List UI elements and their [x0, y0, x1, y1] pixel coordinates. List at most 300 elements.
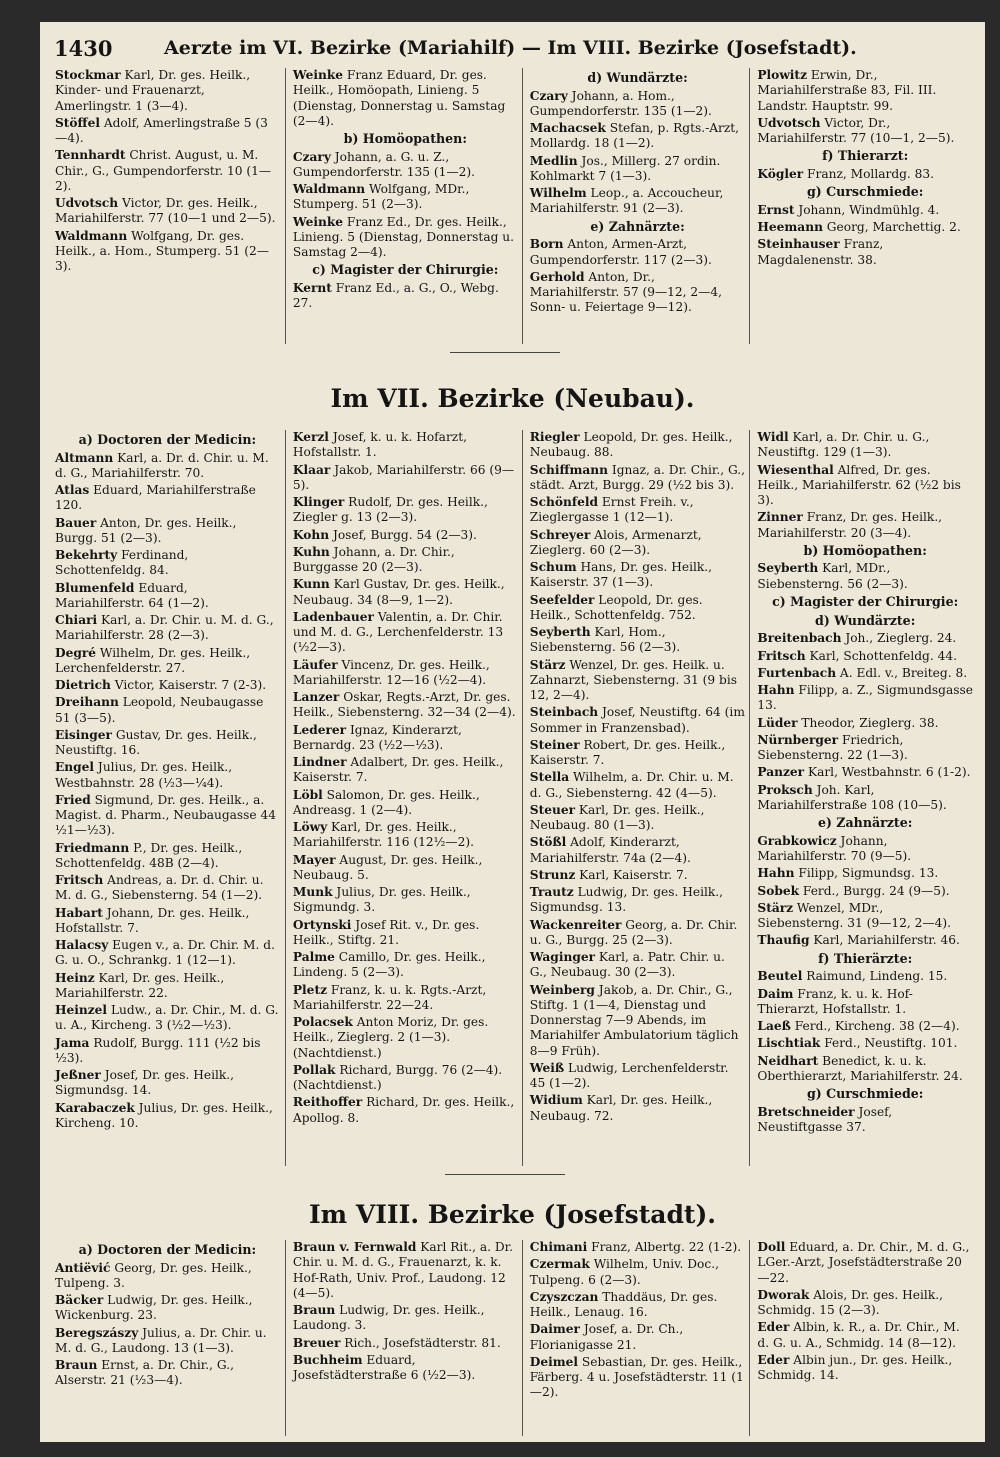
entry-details: Hans, Dr. ges. Heilk., Kaiserstr. 37 (1—3).	[529, 560, 713, 590]
entry-details: Franz, Albertg. 22 (1-2).	[587, 1240, 742, 1254]
category-subheading: d) Wundärzte:	[587, 70, 688, 85]
entry-details: Sigmund, Dr. ges. Heilk., a. Magist. d. Pharm., Neubaugasse 44 ½1—½3).	[55, 792, 277, 838]
entry-surname: Kerzl	[292, 430, 329, 444]
directory-entry	[55, 196, 280, 227]
entry-details: Ferd., Kircheng. 38 (2—4).	[790, 1019, 960, 1034]
entry-surname: Weinke	[292, 68, 344, 82]
category-subheading: c) Magister der Chirurgie:	[772, 593, 959, 609]
directory-entry	[293, 528, 518, 543]
entry-surname: Eisinger	[55, 727, 112, 742]
directory-entry	[530, 463, 746, 494]
entry-details: Franz, Magdalenenstr. 38.	[757, 237, 884, 267]
section-vi-continuation	[48, 68, 977, 344]
entry-details: Karl, Dr. ges. Heilk., Kinder- und Frauenarzt, Amerlingstr. 1 (3—4).	[55, 68, 251, 113]
entry-surname: Weinberg	[529, 982, 595, 997]
entry-details: Thaddäus, Dr. ges. Heilk., Lenaug. 16.	[529, 1289, 718, 1319]
entry-details: Albin jun., Dr. ges. Heilk., Schmidg. 14.	[757, 1352, 953, 1382]
entry-details: Eduard, a. Dr. Chir., M. d. G., LGer.-Arzt, Josefstädterstraße 20—22.	[757, 1240, 970, 1285]
entry-surname: Eder	[757, 1352, 790, 1367]
entry-details: Leopold, Dr. ges. Heilk., Schottenfeldg. 752.	[529, 592, 703, 622]
entry-details: Adalbert, Dr. ges. Heilk., Kaiserstr. 7.	[292, 755, 504, 785]
entry-surname: Dworak	[757, 1287, 810, 1302]
entry-details: Ludwig, Dr. ges. Heilk., Sigmundsg. 13.	[529, 885, 723, 915]
directory-entry	[293, 723, 518, 754]
entry-details: Rudolf, Burgg. 111 (½2 bis ½3).	[55, 1035, 261, 1065]
entry-details: Wolfgang, Dr. ges. Heilk., a. Hom., Stumperg. 51 (2—3).	[55, 228, 269, 273]
entry-surname: Weiß	[529, 1060, 565, 1075]
entry-surname: Breitenbach	[757, 631, 842, 646]
entry-details: Ernst, a. Dr. Chir., G., Alserstr. 21 (½3—4).	[55, 1358, 234, 1388]
directory-entry	[530, 528, 746, 559]
entry-details: Ignaz, Kinderarzt, Bernardg. 23 (½2—½3).	[292, 722, 462, 752]
entry-details: Karl, Dr. ges. Heilk., Mariahilferstr. 116 (12½—2).	[292, 820, 474, 850]
directory-entry	[55, 695, 280, 726]
entry-details: Josef, Burgg. 54 (2—3).	[329, 527, 477, 542]
directory-column	[48, 68, 285, 344]
entry-details: Eduard, Mariahilferstraße 120.	[55, 483, 256, 513]
directory-entry	[55, 116, 280, 147]
directory-entry	[757, 649, 973, 664]
directory-entry	[55, 483, 280, 514]
directory-entry	[530, 1257, 746, 1288]
entry-details: Anton, Armen-Arzt, Gumpendorferstr. 117 (2—3).	[529, 237, 712, 267]
entry-details: Adolf, Amerlingstraße 5 (3—4).	[55, 115, 268, 145]
entry-details: Josef, Dr. ges. Heilk., Sigmundsg. 14.	[55, 1068, 235, 1098]
entry-surname: Laeß	[757, 1019, 791, 1034]
directory-entry	[293, 430, 518, 461]
entry-details: Karl, Dr. ges. Heilk., Mariahilferstr. 22.	[55, 970, 225, 1000]
entry-surname: Breuer	[292, 1335, 341, 1350]
entry-surname: Bretschneider	[757, 1104, 855, 1119]
directory-entry	[293, 68, 518, 129]
category-subheading: f) Thierarzt:	[822, 148, 909, 164]
entry-details: Ferd., Neustiftg. 101.	[820, 1036, 958, 1051]
entry-details: Richard, Burgg. 76 (2—4). (Nachtdienst.)	[292, 1062, 503, 1092]
directory-column	[285, 1240, 523, 1436]
directory-entry	[55, 613, 280, 644]
entry-details: Ludwig, Dr. ges. Heilk., Laudong. 3.	[292, 1303, 485, 1333]
entry-surname: Halacsy	[55, 938, 109, 953]
directory-entry	[757, 733, 973, 764]
entry-surname: Steuer	[529, 802, 576, 817]
directory-entry	[293, 1336, 518, 1351]
entry-surname: Doll	[757, 1240, 786, 1254]
entry-surname: Löwy	[292, 820, 328, 834]
entry-surname: Deimel	[529, 1354, 579, 1369]
entry-surname: Wiesenthal	[757, 462, 834, 477]
entry-details: Erwin, Dr., Mariahilferstraße 83, Fil. III. Landstr. Hauptstr. 99.	[757, 68, 937, 113]
entry-surname: Bäcker	[55, 1293, 104, 1308]
entry-details: Gustav, Dr. ges. Heilk., Neustiftg. 16.	[55, 727, 257, 758]
directory-entry	[293, 281, 518, 312]
entry-surname: Czermak	[529, 1257, 590, 1272]
directory-entry	[293, 1015, 518, 1061]
entry-surname: Plowitz	[757, 68, 807, 82]
directory-entry	[530, 186, 746, 217]
entry-surname: Eder	[757, 1320, 790, 1335]
directory-entry	[55, 1068, 280, 1099]
entry-surname: Strunz	[529, 867, 576, 882]
entry-surname: Ortynski	[292, 917, 352, 932]
entry-surname: Grabkowicz	[757, 833, 837, 848]
entry-details: Salomon, Dr. ges. Heilk., Andreasg. 1 (2—4).	[292, 787, 480, 817]
directory-entry	[55, 581, 280, 612]
directory-entry	[55, 938, 280, 969]
entry-details: Wilhelm, Univ. Doc., Tulpeng. 6 (2—3).	[529, 1257, 719, 1287]
directory-entry	[55, 728, 280, 759]
entry-surname: Czary	[529, 88, 568, 103]
directory-entry	[530, 593, 746, 624]
entry-details: Karl Rit., a. Dr. Chir. u. M. d. G., Frauenarzt, k. k. Hof-Rath, Univ. Prof., Laudong. 12 (4—5).	[292, 1240, 513, 1300]
directory-entry	[757, 987, 973, 1018]
section-viii-heading: Im VIII. Bezirke (Josefstadt).	[308, 1200, 717, 1229]
entry-surname: Neidhart	[757, 1053, 819, 1068]
entry-details: Alfred, Dr. ges. Heilk., Mariahilferstr. 62 (½2 bis 3).	[757, 462, 961, 507]
entry-surname: Chiari	[55, 613, 98, 628]
entry-details: Wenzel, Dr. ges. Heilk. u. Zahnarzt, Siebensterng. 31 (9 bis 12, 2—4).	[529, 657, 738, 702]
entry-surname: Udvotsch	[55, 196, 119, 210]
directory-entry	[55, 678, 280, 693]
directory-entry	[55, 1293, 280, 1324]
entry-details: Jakob, Mariahilferstr. 66 (9—5).	[292, 462, 515, 492]
entry-surname: Dietrich	[55, 678, 111, 693]
entry-details: Johann, a. Dr. Chir., Burggasse 20 (2—3).	[292, 544, 455, 574]
directory-entry	[757, 220, 973, 235]
entry-details: Leopold, Neubaugasse 51 (3—5).	[55, 695, 264, 725]
section-vii-heading: Im VII. Bezirke (Neubau).	[330, 384, 695, 413]
entry-surname: Wackenreiter	[529, 917, 622, 932]
entry-surname: Czary	[292, 149, 331, 164]
directory-entry	[757, 167, 973, 182]
directory-entry	[530, 270, 746, 316]
directory-entry	[293, 1095, 518, 1126]
entry-surname: Habart	[55, 905, 103, 920]
entry-surname: Ernst	[757, 202, 795, 217]
directory-entry	[530, 918, 746, 949]
entry-surname: Karabaczek	[55, 1100, 135, 1115]
entry-details: Ignaz, a. Dr. Chir., G., städt. Arzt, Burgg. 29 (½2 bis 3).	[529, 462, 746, 492]
directory-entry	[757, 666, 973, 681]
entry-surname: Kögler	[757, 166, 804, 181]
page-number: 1430	[54, 36, 113, 61]
entry-details: Georg, Marchettig. 2.	[822, 220, 961, 235]
entry-details: Karl, a. Dr. d. Chir. u. M. d. G., Mariahilferstr. 70.	[55, 450, 269, 480]
directory-entry	[530, 154, 746, 185]
entry-details: Joh., Zieglerg. 24.	[841, 631, 957, 646]
entry-surname: Kunn	[292, 577, 330, 592]
directory-column	[749, 68, 978, 344]
directory-entry	[530, 658, 746, 704]
entry-details: Valentin, a. Dr. Chir. und M. d. G., Lerchenfelderstr. 13 (½2—3).	[292, 609, 504, 655]
entry-surname: Heinzel	[55, 1003, 108, 1018]
entry-details: Georg, a. Dr. Chir. u. G., Burgg. 25 (2—3).	[529, 917, 738, 947]
directory-entry	[293, 658, 518, 689]
entry-details: Anton, Dr., Mariahilferstr. 57 (9—12, 2—4, Sonn- u. Feiertage 9—12).	[529, 269, 723, 315]
directory-entry	[530, 1093, 746, 1124]
entry-details: Karl Gustav, Dr. ges. Heilk., Neubaug. 34 (8—9, 1—2).	[292, 577, 505, 607]
entry-details: Christ. August, u. M. Chir., G., Gumpendorferstr. 10 (1—2).	[55, 148, 272, 193]
directory-entry	[757, 933, 973, 948]
entry-surname: Antiëvić	[55, 1260, 111, 1275]
directory-entry	[530, 237, 746, 268]
directory-entry	[55, 873, 280, 904]
directory-column	[48, 1240, 285, 1436]
directory-entry	[293, 610, 518, 656]
category-subheading: b) Homöopathen:	[803, 542, 927, 558]
entry-details: Josef, a. Dr. Ch., Florianigasse 21.	[529, 1322, 684, 1352]
directory-entry	[55, 1003, 280, 1034]
entry-surname: Klinger	[292, 495, 345, 509]
directory-entry	[55, 1261, 280, 1292]
entry-surname: Nürnberger	[757, 732, 839, 747]
entry-details: Ferdinand, Schottenfeldg. 84.	[55, 548, 189, 578]
directory-entry	[757, 1054, 973, 1085]
category-subheading: c) Magister der Chirurgie:	[312, 262, 499, 278]
entry-details: Johann, Windmühlg. 4.	[794, 202, 940, 217]
entry-surname: Schönfeld	[529, 495, 599, 509]
section-vii-columns	[48, 430, 977, 1166]
entry-details: Anton, Dr. ges. Heilk., Burgg. 51 (2—3).	[55, 515, 237, 545]
directory-entry	[293, 1240, 518, 1301]
directory-column	[285, 68, 523, 344]
entry-surname: Widium	[529, 1093, 583, 1108]
entry-details: Ernst Freih. v., Zieglergasse 1 (12—1).	[529, 495, 694, 525]
entry-surname: Stärz	[757, 900, 794, 915]
directory-entry	[757, 1036, 973, 1051]
entry-details: Karl, Kaiserstr. 7.	[575, 867, 688, 882]
directory-entry	[293, 545, 518, 576]
category-subheading: f) Thierärzte:	[818, 950, 913, 966]
entry-surname: Friedmann	[55, 840, 130, 855]
directory-entry	[55, 1326, 280, 1357]
entry-details: Julius, Dr. ges. Heilk., Kircheng. 10.	[55, 1100, 273, 1130]
entry-details: Josef Rit. v., Dr. ges. Heilk., Stiftg. 21.	[292, 917, 480, 947]
entry-details: Karl, Hom., Siebensterng. 56 (2—3).	[529, 625, 681, 655]
entry-surname: Waldmann	[55, 228, 128, 243]
directory-column	[749, 430, 978, 1166]
entry-surname: Jama	[55, 1035, 90, 1050]
category-subheading: g) Curschmiede:	[806, 184, 924, 200]
directory-entry	[55, 451, 280, 482]
entry-surname: Fritsch	[757, 648, 806, 663]
entry-details: Karl, Dr. ges. Heilk., Neubaug. 80 (1—3).	[529, 802, 705, 832]
directory-entry	[757, 631, 973, 646]
entry-details: Josef, Neustiftgasse 37.	[757, 1104, 893, 1135]
entry-details: Eduard, Josefstädterstraße 6 (½2—3).	[292, 1352, 476, 1382]
entry-details: Friedrich, Siebensterng. 22 (1—3).	[757, 732, 908, 763]
entry-surname: Gerhold	[529, 269, 585, 284]
entry-details: Franz Eduard, Dr. ges. Heilk., Homöopath, Linieng. 5 (Dienstag, Donnerstag u. Samstag (2—4).	[292, 68, 506, 128]
entry-details: Franz Ed., a. G., O., Webg. 27.	[292, 281, 499, 311]
directory-column	[522, 1240, 751, 1436]
entry-surname: Sobek	[757, 883, 800, 898]
entry-surname: Degré	[55, 645, 97, 660]
entry-surname: Seyberth	[757, 561, 819, 576]
entry-surname: Blumenfeld	[55, 580, 135, 595]
entry-surname: Fried	[55, 792, 91, 807]
directory-column	[522, 430, 751, 1166]
entry-surname: Kernt	[292, 281, 332, 296]
entry-surname: Engel	[55, 760, 95, 775]
directory-entry	[757, 765, 973, 780]
entry-surname: Schreyer	[529, 527, 591, 542]
directory-entry	[530, 1322, 746, 1353]
entry-surname: Steinbach	[529, 705, 599, 720]
entry-surname: Panzer	[757, 765, 805, 780]
entry-details: Julius, Dr. ges. Heilk., Sigmundg. 3.	[292, 885, 471, 915]
entry-details: Franz, Dr. ges. Heilk., Mariahilferstr. 20 (3—4).	[757, 510, 943, 540]
directory-entry	[530, 950, 746, 981]
entry-details: P., Dr. ges. Heilk., Schottenfeldg. 48B (2—4).	[55, 840, 243, 870]
entry-details: Alois, Dr. ges. Heilk., Schmidg. 15 (2—3).	[757, 1287, 943, 1317]
directory-entry	[757, 510, 973, 541]
directory-entry	[293, 150, 518, 181]
entry-details: Joh. Karl, Mariahilferstraße 108 (10—5).	[757, 782, 947, 812]
directory-column	[48, 430, 285, 1166]
entry-details: Filipp, Sigmundsg. 13.	[794, 866, 939, 881]
entry-surname: Trautz	[529, 885, 574, 899]
directory-entry	[530, 770, 746, 801]
directory-entry	[55, 1101, 280, 1132]
directory-entry	[530, 560, 746, 591]
entry-surname: Lindner	[292, 755, 347, 769]
directory-entry	[757, 783, 973, 814]
entry-surname: Fritsch	[55, 873, 104, 888]
entry-details: Theodor, Zieglerg. 38.	[797, 715, 939, 730]
entry-surname: Klaar	[292, 462, 331, 477]
directory-entry	[293, 182, 518, 213]
directory-entry	[55, 516, 280, 547]
entry-surname: Wilhelm	[529, 186, 587, 201]
directory-page	[40, 22, 985, 1442]
running-head	[54, 34, 971, 68]
entry-surname: Stärz	[529, 657, 566, 672]
directory-column	[749, 1240, 978, 1436]
directory-entry	[757, 68, 973, 114]
directory-entry	[55, 906, 280, 937]
entry-surname: Seefelder	[529, 592, 595, 607]
directory-entry	[293, 1353, 518, 1384]
entry-surname: Lüder	[757, 715, 798, 730]
directory-entry	[293, 215, 518, 261]
entry-details: Alois, Armenarzt, Zieglerg. 60 (2—3).	[529, 527, 702, 557]
entry-surname: Beregszászy	[55, 1325, 139, 1340]
entry-details: Anton Moriz, Dr. ges. Heilk., Zieglerg. 2 (1—3). (Nachtdienst.)	[292, 1015, 489, 1060]
entry-details: Leop., a. Accoucheur, Mariahilferstr. 91 (2—3).	[529, 186, 724, 216]
entry-surname: Hahn	[757, 683, 795, 698]
entry-surname: Weinke	[292, 214, 344, 229]
entry-details: Ferd., Burgg. 24 (9—5).	[799, 883, 950, 898]
category-subheading: b) Homöopathen:	[343, 131, 467, 146]
directory-entry	[530, 625, 746, 656]
entry-details: Ludw., a. Dr. Chir., M. d. G. u. A., Kircheng. 3 (½2—½3).	[55, 1003, 279, 1033]
entry-details: Johann, a. Hom., Gumpendorferstr. 135 (1—2).	[529, 88, 712, 118]
entry-details: Karl, Mariahilferstr. 46.	[809, 933, 960, 948]
directory-entry	[530, 89, 746, 120]
entry-details: Franz, k. u. k. Rgts.-Arzt, Mariahilferstr. 22—24.	[292, 982, 487, 1012]
directory-entry	[757, 463, 973, 509]
directory-entry	[530, 705, 746, 736]
entry-surname: Waldmann	[292, 182, 366, 197]
directory-entry	[293, 950, 518, 981]
section-divider	[445, 1174, 565, 1175]
directory-entry	[757, 1105, 973, 1136]
entry-surname: Udvotsch	[757, 115, 821, 130]
entry-details: A. Edl. v., Breiteg. 8.	[836, 665, 968, 680]
entry-details: Victor, Dr., Mariahilferstr. 77 (10—1, 2—5).	[757, 115, 955, 145]
entry-details: Eduard, Mariahilferstr. 64 (1—2).	[55, 580, 209, 610]
entry-surname: Kuhn	[292, 544, 330, 559]
entry-surname: Lischtiak	[757, 1036, 821, 1051]
entry-details: Karl, Westbahnstr. 6 (1-2).	[804, 765, 971, 780]
directory-entry	[55, 841, 280, 872]
directory-entry	[757, 203, 973, 218]
directory-entry	[530, 868, 746, 883]
entry-details: Ludwig, Dr. ges. Heilk., Wickenburg. 23.	[55, 1293, 253, 1323]
entry-surname: Steiner	[529, 737, 580, 752]
directory-entry	[757, 834, 973, 865]
entry-details: Johann, a. G. u. Z., Gumpendorferstr. 135 (1—2).	[292, 149, 476, 179]
entry-details: Vincenz, Dr. ges. Heilk., Mariahilferstr. 12—16 (½2—4).	[292, 657, 490, 687]
entry-surname: Chimani	[529, 1240, 588, 1254]
entry-details: Johann, Dr. ges. Heilk., Hofstallstr. 7.	[55, 905, 250, 935]
entry-surname: Seyberth	[529, 625, 591, 639]
directory-entry	[293, 885, 518, 916]
entry-surname: Schiffmann	[529, 462, 609, 477]
entry-details: Adolf, Kinderarzt, Mariahilferstr. 74a (2—4).	[529, 835, 691, 865]
directory-entry	[757, 561, 973, 592]
entry-details: Karl, a. Dr. Chir. u. M. d. G., Mariahilferstr. 28 (2—3).	[55, 613, 274, 643]
entry-details: Sebastian, Dr. ges. Heilk., Färberg. 4 u. Josefstädterstr. 11 (1—2).	[529, 1354, 744, 1400]
entry-surname: Thaufig	[757, 933, 810, 948]
entry-surname: Medlin	[529, 153, 578, 168]
directory-entry	[530, 738, 746, 769]
entry-surname: Palme	[292, 950, 335, 964]
entry-surname: Lederer	[292, 722, 347, 737]
entry-details: Benedict, k. u. k. Oberthierarzt, Mariahilferstr. 24.	[757, 1053, 963, 1083]
directory-entry	[757, 683, 973, 714]
entry-surname: Buchheim	[292, 1352, 363, 1367]
directory-entry	[757, 237, 973, 268]
entry-surname: Zinner	[757, 510, 803, 525]
entry-details: Rudolf, Dr. ges. Heilk., Ziegler g. 13 (2—3).	[292, 495, 488, 525]
directory-entry	[530, 1355, 746, 1401]
entry-surname: Bekehrty	[55, 548, 118, 563]
category-subheading: a) Doctoren der Medicin:	[78, 432, 257, 447]
category-subheading: d) Wundärzte:	[815, 612, 916, 628]
entry-details: Wilhelm, a. Dr. Chir. u. M. d. G., Siebensterng. 42 (4—5).	[529, 770, 734, 800]
entry-surname: Stöffel	[55, 115, 100, 130]
entry-surname: Atlas	[55, 483, 90, 498]
directory-entry	[530, 1290, 746, 1321]
directory-entry	[293, 577, 518, 608]
entry-surname: Polacsek	[292, 1015, 353, 1029]
entry-surname: Riegler	[529, 430, 580, 444]
directory-entry	[55, 760, 280, 791]
entry-surname: Beutel	[757, 969, 803, 984]
entry-surname: Mayer	[292, 852, 336, 867]
entry-details: Leopold, Dr. ges. Heilk., Neubaug. 88.	[529, 430, 733, 460]
directory-entry	[530, 885, 746, 916]
entry-details: Franz, Mollardg. 83.	[803, 166, 935, 181]
directory-entry	[293, 788, 518, 819]
directory-entry	[55, 68, 280, 114]
entry-surname: Steinhauser	[757, 237, 840, 252]
directory-entry	[530, 121, 746, 152]
entry-surname: Proksch	[757, 782, 813, 797]
entry-surname: Waginger	[529, 950, 596, 964]
entry-surname: Widl	[757, 430, 789, 444]
